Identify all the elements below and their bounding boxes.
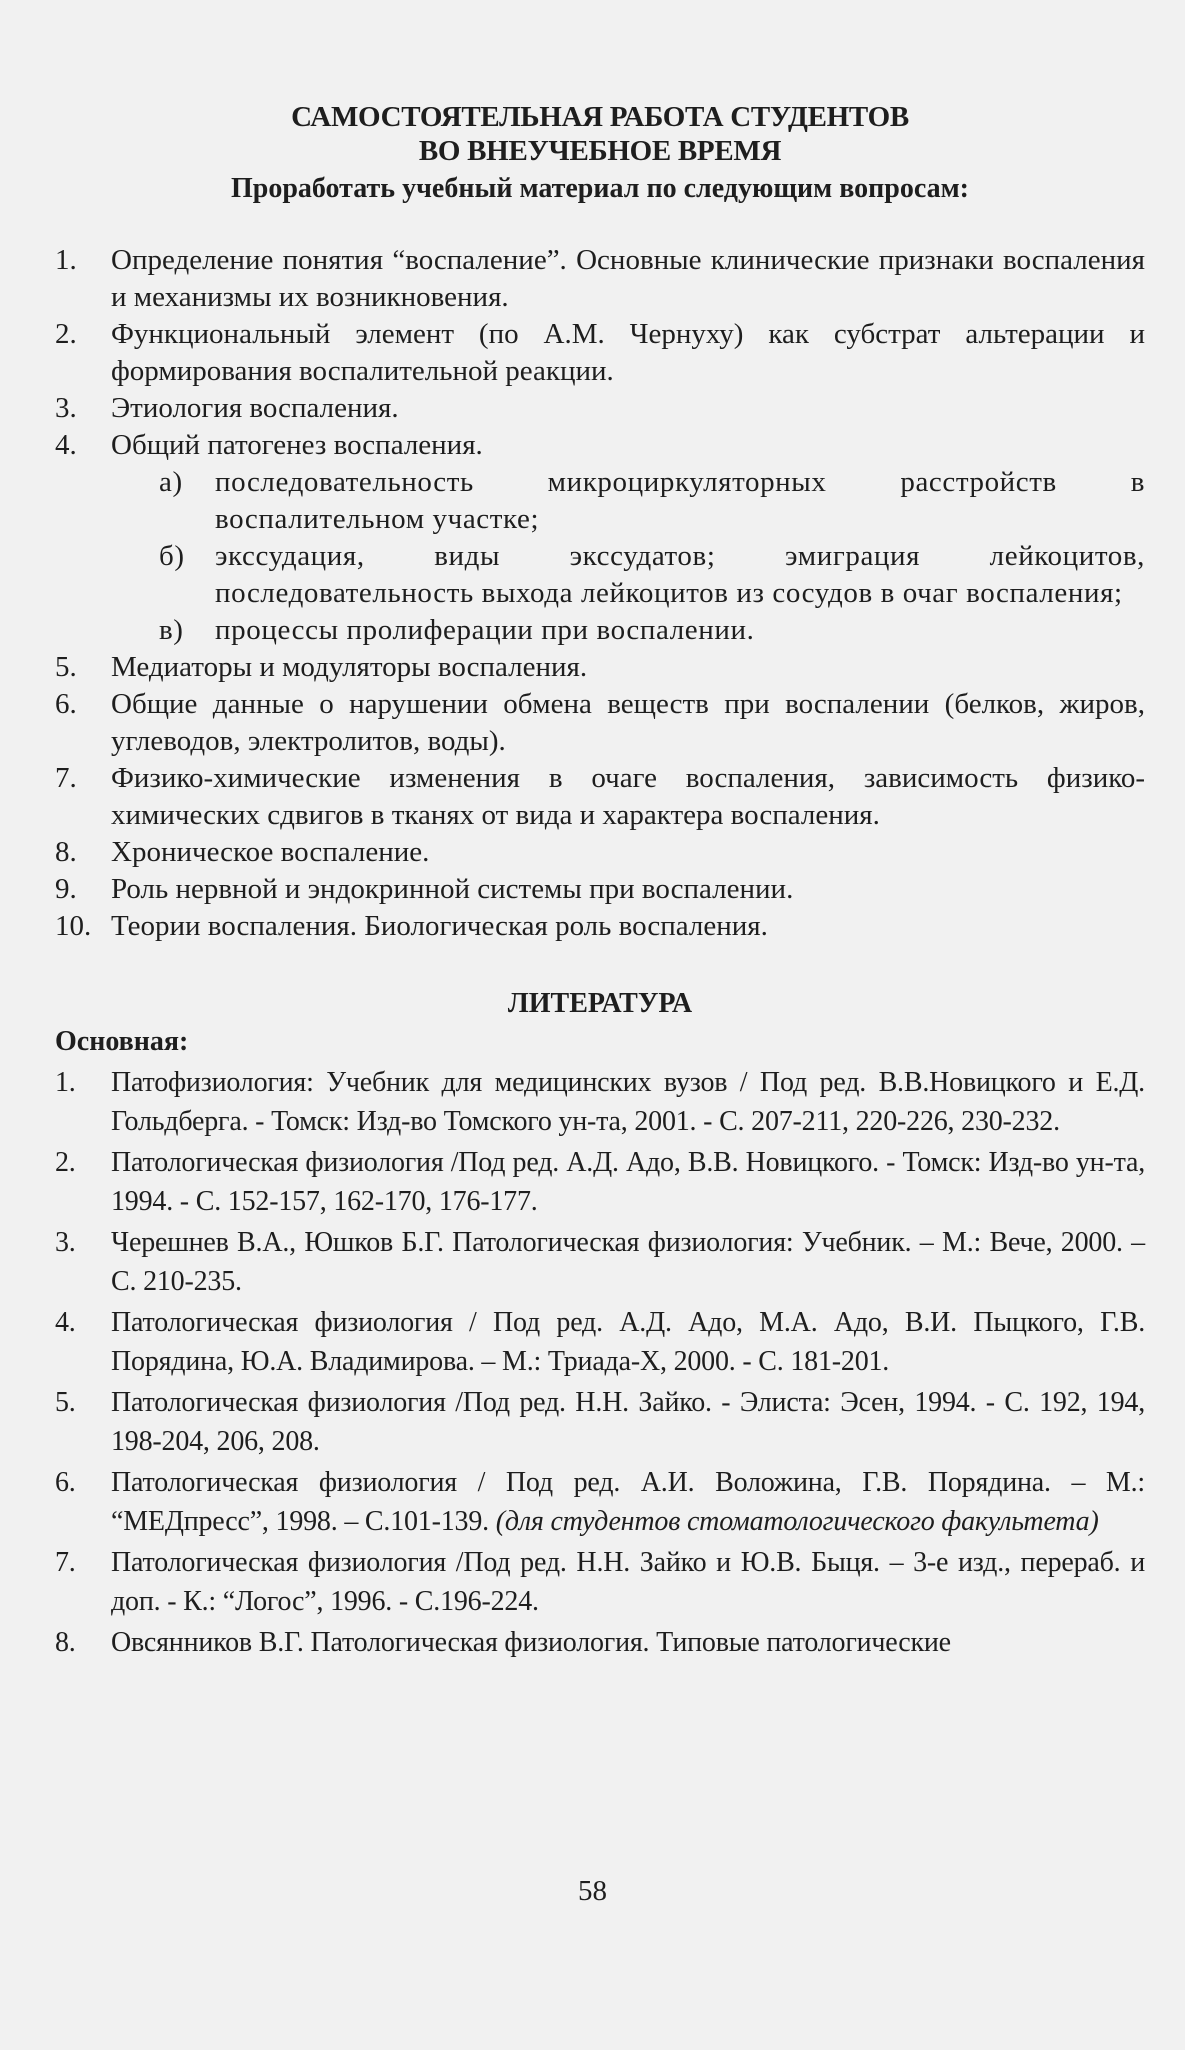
question-number: 8. bbox=[55, 836, 77, 868]
question-text: Теории воспаления. Биологическая роль воспаления. bbox=[111, 910, 768, 942]
reference-item bbox=[55, 1143, 1145, 1221]
question-text: Физико-химические изменения в очаге воспаления, зависимость физико-химических сдвигов в тканях от вида и характера воспаления. bbox=[111, 762, 1145, 831]
question-number: 10. bbox=[55, 910, 92, 942]
question-text: Общие данные о нарушении обмена веществ при воспалении (белков, жиров, углеводов, электролитов, воды). bbox=[111, 688, 1145, 757]
question-text: Определение понятия “воспаление”. Основные клинические признаки воспаления и механизмы их возникновения. bbox=[111, 244, 1145, 313]
reference-text: Овсянников В.Г. Патологическая физиология. Типовые патологические bbox=[111, 1627, 951, 1658]
reference-text: Патологическая физиология /Под ред. А.Д. Адо, В.В. Новицкого. - Томск: Изд-во ун-та, 1994. - С. 152-157, 162-170, 176-177. bbox=[111, 1147, 1145, 1217]
question-number: 9. bbox=[55, 873, 77, 905]
question-number: 6. bbox=[55, 688, 77, 720]
reference-number: 8. bbox=[55, 1627, 76, 1658]
questions-list bbox=[55, 242, 1145, 945]
question-text: Медиаторы и модуляторы воспаления. bbox=[111, 651, 588, 683]
reference-item bbox=[55, 1383, 1145, 1461]
reference-number: 6. bbox=[55, 1467, 76, 1498]
question-number: 7. bbox=[55, 762, 77, 794]
question-number: 4. bbox=[55, 429, 77, 461]
reference-text: Патологическая физиология /Под ред. Н.Н. Зайко. - Элиста: Эсен, 1994. - С. 192, 194, 198-204, 206, 208. bbox=[111, 1387, 1145, 1457]
reference-item bbox=[55, 1063, 1145, 1141]
reference-item bbox=[55, 1303, 1145, 1381]
reference-note: (для студентов стоматологического факультета) bbox=[495, 1506, 1099, 1537]
sub-question-item bbox=[55, 612, 1145, 649]
reference-text: Патологическая физиология /Под ред. Н.Н. Зайко и Ю.В. Быця. – 3-е изд., перераб. и доп. - К.: “Логос”, 1996. - С.196-224. bbox=[111, 1547, 1145, 1617]
question-item bbox=[55, 686, 1145, 760]
reference-number: 1. bbox=[55, 1067, 76, 1098]
sub-question-letter: б) bbox=[159, 540, 185, 572]
reference-item bbox=[55, 1623, 1145, 1662]
question-text: Этиология воспаления. bbox=[111, 392, 399, 424]
reference-item bbox=[55, 1463, 1145, 1541]
reference-number: 7. bbox=[55, 1547, 76, 1578]
question-text: Функциональный элемент (по А.М. Чернуху) как субстрат альтерации и формирования воспалительной реакции. bbox=[111, 318, 1145, 387]
reference-text: Патологическая физиология / Под ред. А.И. Воложина, Г.В. Порядина. – М.: “МЕДпресс”, 1998. – С.101-139. bbox=[111, 1467, 1145, 1537]
sub-question-text: экссудация, виды экссудатов; эмиграция лейкоцитов, последовательность выхода лейкоцитов из сосудов в очаг воспаления; bbox=[215, 540, 1145, 609]
sub-question-text: процессы пролиферации при воспалении. bbox=[215, 614, 755, 646]
reference-item bbox=[55, 1543, 1145, 1621]
reference-item bbox=[55, 1223, 1145, 1301]
question-item bbox=[55, 316, 1145, 390]
question-item bbox=[55, 834, 1145, 871]
reference-number: 5. bbox=[55, 1387, 76, 1418]
page-number: 58 bbox=[578, 1875, 607, 1907]
sub-question-item bbox=[55, 464, 1145, 538]
page-title bbox=[55, 100, 1145, 168]
question-text: Хроническое воспаление. bbox=[111, 836, 430, 868]
sub-question-text: последовательность микроциркуляторных расстройств в воспалительном участке; bbox=[215, 466, 1145, 535]
question-number: 3. bbox=[55, 392, 77, 424]
sub-question-letter: а) bbox=[159, 466, 183, 498]
question-item bbox=[55, 871, 1145, 908]
question-item bbox=[55, 760, 1145, 834]
question-number: 5. bbox=[55, 651, 77, 683]
literature-basic-label: Основная: bbox=[55, 1026, 189, 1057]
question-text: Роль нервной и эндокринной системы при воспалении. bbox=[111, 873, 794, 905]
page-subtitle: Проработать учебный материал по следующим вопросам: bbox=[231, 173, 969, 204]
reference-text: Патофизиология: Учебник для медицинских вузов / Под ред. В.В.Новицкого и Е.Д. Гольдберга. - Томск: Изд-во Томского ун-та, 2001. - С. 207-211, 220-226, 230-232. bbox=[111, 1067, 1145, 1137]
question-text: Общий патогенез воспаления. bbox=[111, 429, 483, 461]
title-line-1: САМОСТОЯТЕЛЬНАЯ РАБОТА СТУДЕНТОВ bbox=[291, 101, 909, 133]
reference-number: 4. bbox=[55, 1307, 76, 1338]
references-list bbox=[55, 1063, 1145, 1662]
question-item bbox=[55, 649, 1145, 686]
sub-question-list bbox=[55, 464, 1145, 649]
question-item bbox=[55, 242, 1145, 316]
reference-text: Патологическая физиология / Под ред. А.Д. Адо, М.А. Адо, В.И. Пыцкого, Г.В. Порядина, Ю.А. Владимирова. – М.: Триада-Х, 2000. - С. 181-201. bbox=[111, 1307, 1145, 1377]
question-number: 1. bbox=[55, 244, 77, 276]
question-number: 2. bbox=[55, 318, 77, 350]
question-item bbox=[55, 427, 1145, 464]
literature-heading: ЛИТЕРАТУРА bbox=[507, 988, 693, 1019]
reference-number: 2. bbox=[55, 1147, 76, 1178]
question-item bbox=[55, 908, 1145, 945]
reference-text: Черешнев В.А., Юшков Б.Г. Патологическая физиология: Учебник. – М.: Вече, 2000. – С. 210-235. bbox=[111, 1227, 1145, 1297]
reference-number: 3. bbox=[55, 1227, 76, 1258]
question-item bbox=[55, 390, 1145, 427]
sub-question-letter: в) bbox=[159, 614, 184, 646]
title-line-2: ВО ВНЕУЧЕБНОЕ ВРЕМЯ bbox=[418, 135, 782, 167]
sub-question-item bbox=[55, 538, 1145, 612]
